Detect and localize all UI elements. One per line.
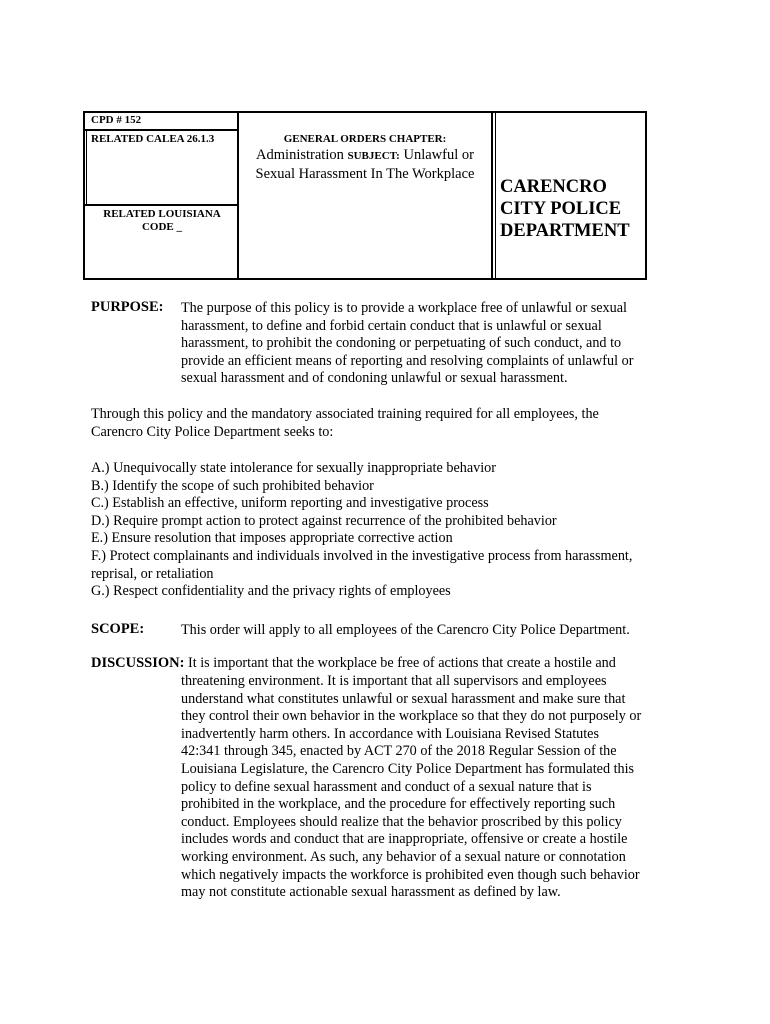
- cpd-box-bottom: [83, 129, 239, 131]
- purpose-line: harassment, to define and forbid certain conduct that is unlawful or sexual: [181, 317, 602, 334]
- discussion-line: conduct. Employees should realize that the behavior proscribed by this policy: [181, 813, 622, 830]
- discussion-line: may not constitute actionable sexual harassment as defined by law.: [181, 884, 561, 901]
- discussion-line: they control their own behavior in the workplace so that they do not purposely or: [181, 708, 642, 725]
- discussion-line: which negatively impacts the workforce is prohibited even though such behavior: [181, 866, 640, 883]
- discussion-line: prohibited in the workplace, and the procedure for effectively reporting such: [181, 796, 616, 813]
- purpose-label: PURPOSE:: [91, 299, 164, 315]
- list-item: C.) Establish an effective, uniform reporting and investigative process: [91, 495, 489, 512]
- department-line1: CARENCRO: [500, 177, 607, 197]
- column-divider-2b: [495, 111, 496, 280]
- list-item: G.) Respect confidentiality and the privacy rights of employees: [91, 583, 451, 600]
- subject-value-part2: Sexual Harassment In The Workplace: [255, 166, 475, 182]
- discussion-line: Louisiana Legislature, the Carencro City Police Department has formulated this: [181, 760, 635, 777]
- table-border-bottom: [83, 278, 647, 280]
- subject-label: SUBJECT:: [347, 150, 400, 162]
- list-item: reprisal, or retaliation: [91, 565, 214, 582]
- discussion-line: understand what constitutes unlawful or sexual harassment and make sure that: [181, 690, 626, 707]
- table-border-left: [83, 111, 85, 280]
- intro-line: Through this policy and the mandatory associated training required for all employees, the: [91, 406, 599, 422]
- discussion-line: inadvertently harm others. In accordance with Louisiana Revised Statutes: [181, 725, 600, 742]
- discussion-line: 42:341 through 345, enacted by ACT 270 of the 2018 Regular Session of the: [181, 743, 617, 760]
- subject-value-part1: Unlawful or: [403, 147, 474, 163]
- chapter-subject: [239, 146, 491, 183]
- department-line3: DEPARTMENT: [500, 221, 630, 241]
- scope-label: SCOPE:: [91, 621, 145, 637]
- department-line2: CITY POLICE: [500, 199, 622, 219]
- cpd-number: CPD # 152: [91, 114, 142, 126]
- chapter-value: Administration: [256, 147, 344, 163]
- purpose-line: sexual harassment and of condoning unlawful or sexual harassment.: [181, 370, 568, 387]
- purpose-line: harassment, to prohibit the condoning or perpetuating of such conduct, and to: [181, 335, 622, 352]
- discussion-line: policy to define sexual harassment and conduct of a sexual nature that is: [181, 778, 592, 795]
- intro-line: Carencro City Police Department seeks to:: [91, 423, 334, 440]
- department-name: [500, 176, 630, 242]
- discussion-line: threatening environment. It is important that all supervisors and employees: [181, 673, 607, 689]
- discussion-first-line: [91, 655, 616, 673]
- related-louisiana-line1: RELATED LOUISIANA: [103, 208, 221, 220]
- goals-list: [91, 460, 632, 601]
- purpose-text: [181, 300, 633, 388]
- discussion-line: working environment. As such, any behavior of a sexual nature or connotation: [181, 848, 626, 865]
- column-divider-2: [491, 111, 493, 280]
- discussion-text: [181, 673, 641, 902]
- related-louisiana-code: [88, 208, 236, 234]
- table-border-top: [83, 111, 647, 113]
- table-border-left-inner: [86, 129, 87, 206]
- list-item: B.) Identify the scope of such prohibited behavior: [91, 477, 374, 494]
- intro-text: [91, 406, 599, 441]
- list-item: F.) Protect complainants and individuals involved in the investigative process from harassment,: [91, 547, 633, 564]
- purpose-line: The purpose of this policy is to provide a workplace free of unlawful or sexual: [181, 300, 627, 316]
- related-calea: RELATED CALEA 26.1.3: [91, 133, 215, 145]
- calea-box-bottom: [83, 204, 239, 206]
- general-orders-label: GENERAL ORDERS CHAPTER:: [283, 133, 447, 145]
- table-border-right: [645, 111, 647, 280]
- list-item: D.) Require prompt action to protect against recurrence of the prohibited behavior: [91, 512, 557, 529]
- discussion-line: It is important that the workplace be free of actions that create a hostile and: [188, 655, 616, 671]
- purpose-line: provide an efficient means of reporting and resolving complaints of unlawful or: [181, 352, 634, 369]
- scope-text: This order will apply to all employees of the Carencro City Police Department.: [181, 622, 630, 638]
- discussion-line: includes words and conduct that are inappropriate, offensive or create a hostile: [181, 831, 628, 848]
- list-item: E.) Ensure resolution that imposes appropriate corrective action: [91, 530, 453, 547]
- chapter-subject-line1: [239, 146, 491, 165]
- list-item: A.) Unequivocally state intolerance for sexually inappropriate behavior: [91, 460, 496, 476]
- related-louisiana-line2: CODE _: [141, 221, 183, 233]
- discussion-label: DISCUSSION:: [91, 655, 185, 671]
